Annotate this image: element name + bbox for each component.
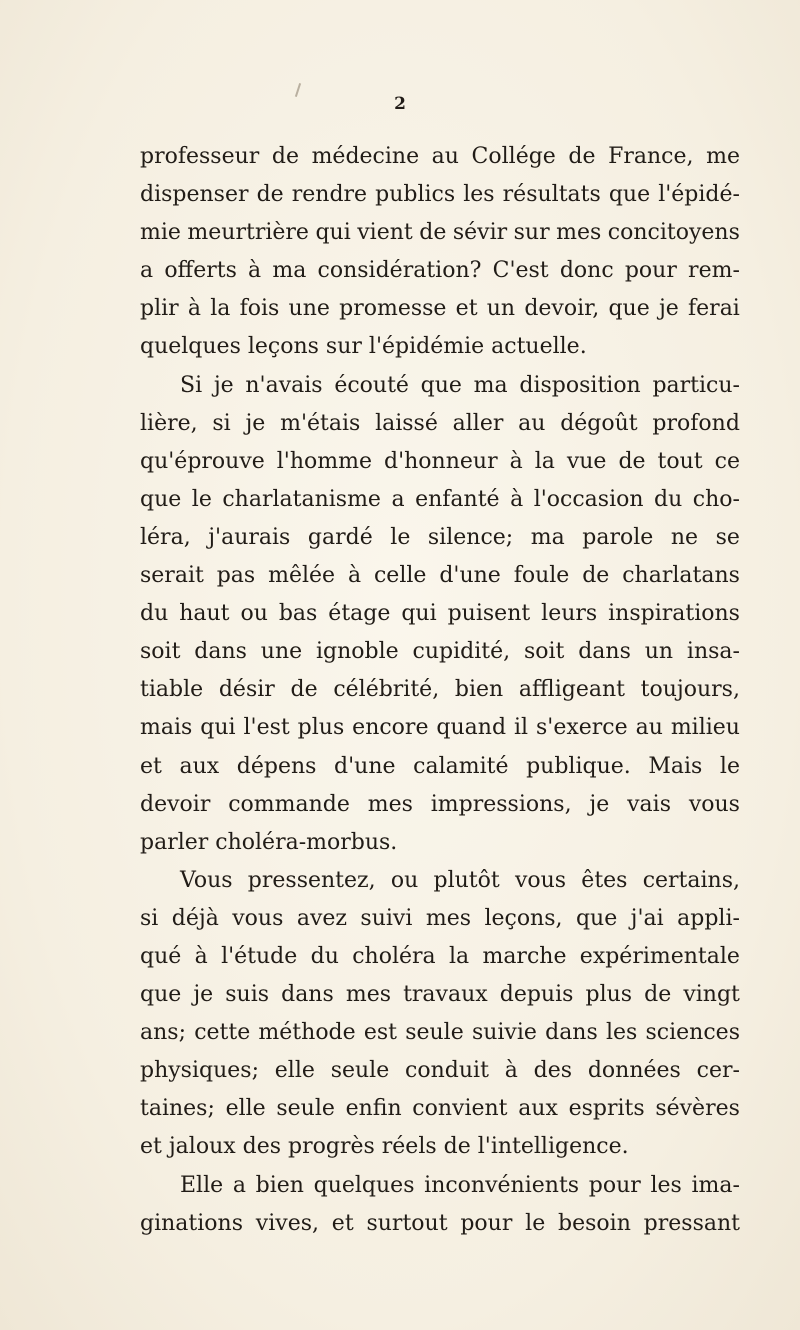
word: le — [191, 486, 212, 512]
word: pour — [460, 1210, 513, 1236]
body-text — [140, 138, 740, 1243]
word: plus — [297, 715, 345, 741]
word: profond — [652, 410, 740, 436]
word: que — [608, 182, 651, 208]
word: vous — [688, 791, 740, 817]
word: pressant — [643, 1210, 740, 1236]
word: plutôt — [433, 867, 500, 893]
word: de — [644, 982, 672, 1008]
word: publics — [375, 182, 456, 208]
word: Collége — [471, 144, 556, 169]
word: vue — [566, 448, 607, 474]
word: d'honneur — [384, 448, 498, 474]
word: esprits — [568, 1096, 645, 1122]
word: mes — [425, 905, 471, 931]
word: ce — [714, 448, 740, 474]
word: toujours, — [640, 677, 740, 703]
text-line-paragraph-start — [140, 1167, 740, 1205]
text-line — [140, 557, 740, 595]
word: cer- — [696, 1058, 740, 1084]
word: à — [510, 486, 524, 512]
word: particu- — [652, 372, 740, 398]
text-line — [140, 519, 740, 557]
word: donc — [559, 258, 614, 284]
word: s'exerce — [535, 715, 628, 741]
word: commande — [228, 791, 350, 817]
text-line — [140, 405, 740, 443]
word: promesse — [339, 296, 447, 322]
text-line — [140, 595, 740, 633]
word: du — [140, 601, 169, 627]
word: dans — [545, 1020, 598, 1046]
word: Si — [180, 372, 203, 398]
word: que — [575, 905, 618, 931]
word: j'aurais — [208, 524, 291, 550]
word: le — [390, 524, 411, 550]
word: dégoût — [560, 410, 638, 436]
word: ou — [390, 867, 419, 893]
word: suis — [225, 982, 270, 1008]
word: offerts — [164, 258, 237, 284]
word: qui — [315, 220, 351, 246]
text-line — [140, 290, 740, 328]
word: devoir — [140, 791, 211, 817]
word: C'est — [492, 258, 549, 284]
word: étage — [328, 601, 391, 627]
word: célébrité, — [333, 677, 440, 703]
word: choléra — [352, 943, 436, 969]
word: charlatanisme — [222, 486, 381, 512]
word: Mais — [648, 753, 703, 779]
word: cupidité, — [412, 639, 511, 665]
word: tout — [657, 448, 703, 474]
word: vient — [357, 220, 413, 246]
text-line — [140, 976, 740, 1014]
word: qué — [140, 943, 182, 969]
word: enfin — [345, 1096, 402, 1122]
word: résultats — [502, 182, 601, 208]
word: depuis — [499, 982, 574, 1008]
word: aux — [179, 753, 220, 779]
word: calamité — [413, 753, 509, 779]
word: ma — [272, 258, 307, 284]
word: seule — [330, 1058, 390, 1084]
word: je — [658, 296, 679, 322]
word: mes — [556, 220, 602, 246]
word: ma — [473, 372, 508, 398]
word: vingt — [683, 982, 740, 1008]
word: gardé — [307, 524, 373, 550]
word: une — [260, 639, 303, 665]
word: méthode — [258, 1020, 356, 1046]
word: seule — [405, 1020, 464, 1046]
word: elle — [225, 1096, 266, 1122]
text-line — [140, 252, 740, 290]
word: vous — [514, 867, 567, 893]
word: de — [568, 144, 596, 169]
word: si — [212, 410, 231, 436]
word: dispenser — [140, 182, 249, 208]
word: ans; — [140, 1020, 186, 1046]
page-number: 2 — [394, 94, 406, 114]
word: parole — [582, 524, 654, 550]
text-line — [140, 1052, 740, 1090]
word: j'ai — [630, 905, 664, 931]
text-line-paragraph-end: parler choléra-morbus. — [140, 829, 398, 855]
word: rendre — [291, 182, 368, 208]
word: concitoyens — [607, 220, 740, 246]
word: bien — [255, 1172, 304, 1198]
word: à — [187, 296, 202, 322]
text-line — [140, 900, 740, 938]
word: la — [534, 448, 555, 474]
word: fois — [239, 296, 280, 322]
word: êtes — [581, 867, 628, 893]
word: bien — [454, 677, 504, 703]
text-line-paragraph-start — [140, 862, 740, 900]
word: les — [650, 1172, 682, 1198]
word: l'étude — [221, 943, 298, 969]
word: Elle — [180, 1172, 224, 1198]
text-line — [140, 1014, 740, 1052]
word: du — [654, 486, 683, 512]
text-line — [140, 671, 740, 709]
text-line — [140, 138, 740, 176]
word: pour — [624, 258, 677, 284]
word: vous — [232, 905, 284, 931]
word: quand — [436, 715, 507, 741]
word: je — [193, 982, 214, 1008]
word: tiable — [140, 677, 204, 703]
word: a — [232, 1172, 246, 1198]
word: les — [605, 1020, 638, 1046]
word: encore — [352, 715, 429, 741]
word: un — [486, 296, 516, 322]
word: de — [618, 448, 646, 474]
word: n'avais — [245, 372, 323, 398]
word: une — [288, 296, 330, 322]
text-line — [140, 786, 740, 824]
word: il — [513, 715, 529, 741]
word: conduit — [405, 1058, 489, 1084]
word: sciences — [645, 1020, 740, 1046]
word: soit — [523, 639, 565, 665]
word: serait — [140, 563, 204, 589]
word: au — [431, 144, 459, 169]
word: l'homme — [276, 448, 373, 474]
text-line-paragraph-end: quelques leçons sur l'épidémie actuelle. — [140, 334, 587, 360]
word: insa- — [686, 639, 740, 665]
word: désir — [218, 677, 275, 703]
word: cette — [194, 1020, 251, 1046]
word: se — [715, 524, 740, 550]
word: l'épidé- — [658, 182, 740, 208]
word: et — [455, 296, 478, 322]
word: du — [310, 943, 339, 969]
word: seule — [276, 1096, 335, 1122]
word: l'occasion — [533, 486, 644, 512]
word: plir — [140, 296, 179, 322]
word: et — [140, 753, 162, 779]
text-line — [140, 443, 740, 481]
word: de — [271, 144, 299, 169]
word: publique. — [526, 753, 631, 779]
word: considération? — [317, 258, 482, 284]
word: que — [420, 372, 462, 398]
word: est — [363, 1020, 398, 1046]
text-line — [140, 1205, 740, 1243]
word: charlatans — [622, 563, 740, 589]
word: avez — [296, 905, 347, 931]
word: de — [419, 220, 447, 246]
word: la — [210, 296, 231, 322]
text-line — [140, 748, 740, 786]
word: écouté — [334, 372, 409, 398]
word: à — [504, 1058, 518, 1084]
word: que — [608, 296, 650, 322]
text-line — [140, 481, 740, 519]
word: Vous — [180, 867, 233, 893]
word: aux — [518, 1096, 558, 1122]
word: je — [213, 372, 234, 398]
word: laissé — [375, 410, 438, 436]
word: leurs — [541, 601, 598, 627]
word: aller — [452, 410, 504, 436]
word: d'une — [439, 563, 501, 589]
word: milieu — [670, 715, 740, 741]
word: ginations — [140, 1210, 243, 1236]
word: physiques; — [140, 1058, 259, 1084]
word: convient — [412, 1096, 508, 1122]
word: silence; — [427, 524, 514, 550]
word: de — [290, 677, 318, 703]
word: que — [140, 982, 182, 1008]
word: qu'éprouve — [140, 448, 265, 474]
word: au — [635, 715, 663, 741]
word: mie — [140, 220, 181, 246]
word: ne — [670, 524, 699, 550]
word: puisent — [447, 601, 531, 627]
word: sur — [513, 220, 550, 246]
word: quelques — [313, 1172, 415, 1198]
word: sévir — [452, 220, 508, 246]
text-line — [140, 633, 740, 671]
text-line — [140, 709, 740, 747]
word: elle — [274, 1058, 315, 1084]
word: médecine — [311, 144, 420, 169]
word: données — [587, 1058, 681, 1084]
word: suivi — [360, 905, 413, 931]
word: qui — [200, 715, 236, 741]
word: mes — [345, 982, 392, 1008]
word: haut — [179, 601, 230, 627]
word: que — [140, 486, 182, 512]
word: taines; — [140, 1096, 215, 1122]
word: lière, — [140, 410, 198, 436]
word: plus — [585, 982, 633, 1008]
word: à — [248, 258, 262, 284]
text-line-paragraph-start — [140, 367, 740, 405]
word: ou — [240, 601, 268, 627]
word: les — [463, 182, 495, 208]
word: France, — [608, 144, 694, 169]
word: m'étais — [280, 410, 361, 436]
word: marche — [482, 943, 567, 969]
word: ignoble — [315, 639, 399, 665]
word: travaux — [403, 982, 488, 1008]
word: soit — [140, 639, 181, 665]
word: de — [582, 563, 610, 589]
word: a — [391, 486, 405, 512]
word: mais — [140, 715, 193, 741]
word: le — [525, 1210, 546, 1236]
text-line — [140, 176, 740, 214]
word: dans — [578, 639, 631, 665]
word: pour — [588, 1172, 641, 1198]
word: vais — [627, 791, 671, 817]
word: léra, — [140, 524, 191, 550]
word: suivie — [471, 1020, 537, 1046]
word: cho- — [692, 486, 740, 512]
word: besoin — [558, 1210, 631, 1236]
word: celle — [373, 563, 427, 589]
word: la — [448, 943, 470, 969]
word: pressentez, — [247, 867, 376, 893]
word: dans — [194, 639, 247, 665]
text-line — [140, 214, 740, 252]
word: je — [245, 410, 266, 436]
word: certains, — [642, 867, 740, 893]
word: sévères — [655, 1096, 740, 1122]
word: des — [533, 1058, 573, 1084]
word: meurtrière — [187, 220, 309, 246]
word: mes — [367, 791, 413, 817]
word: si — [140, 905, 159, 931]
word: à — [509, 448, 523, 474]
word: d'une — [334, 753, 396, 779]
word: de — [256, 182, 284, 208]
word: impressions, — [430, 791, 572, 817]
word: inspirations — [608, 601, 740, 627]
word: leçons, — [484, 905, 563, 931]
word: l'est — [243, 715, 290, 741]
word: mêlée — [268, 563, 336, 589]
text-line-paragraph-end: et jaloux des progrès réels de l'intelligence. — [140, 1134, 629, 1160]
text-line — [140, 1090, 740, 1128]
word: a — [140, 258, 154, 284]
word: appli- — [677, 905, 740, 931]
word: expérimentale — [579, 943, 740, 969]
word: pas — [216, 563, 256, 589]
word: devoir, — [524, 296, 600, 322]
word: enfanté — [415, 486, 500, 512]
word: je — [589, 791, 610, 817]
word: rem- — [688, 258, 740, 284]
word: ma — [530, 524, 565, 550]
word: affligeant — [518, 677, 625, 703]
word: foule — [513, 563, 570, 589]
word: surtout — [366, 1210, 448, 1236]
word: professeur — [140, 144, 260, 169]
word: dans — [281, 982, 334, 1008]
word: un — [644, 639, 674, 665]
word: dépens — [236, 753, 317, 779]
word: bas — [278, 601, 318, 627]
word: au — [518, 410, 546, 436]
word: me — [706, 144, 740, 169]
word: et — [331, 1210, 354, 1236]
word: ima- — [691, 1172, 740, 1198]
word: ferai — [688, 296, 740, 322]
word: vives, — [255, 1210, 319, 1236]
word: qui — [401, 601, 437, 627]
word: à — [194, 943, 208, 969]
word: disposition — [519, 372, 641, 398]
text-line — [140, 938, 740, 976]
word: le — [719, 753, 740, 779]
word: à — [347, 563, 362, 589]
word: inconvénients — [424, 1172, 580, 1198]
word: déjà — [171, 905, 219, 931]
